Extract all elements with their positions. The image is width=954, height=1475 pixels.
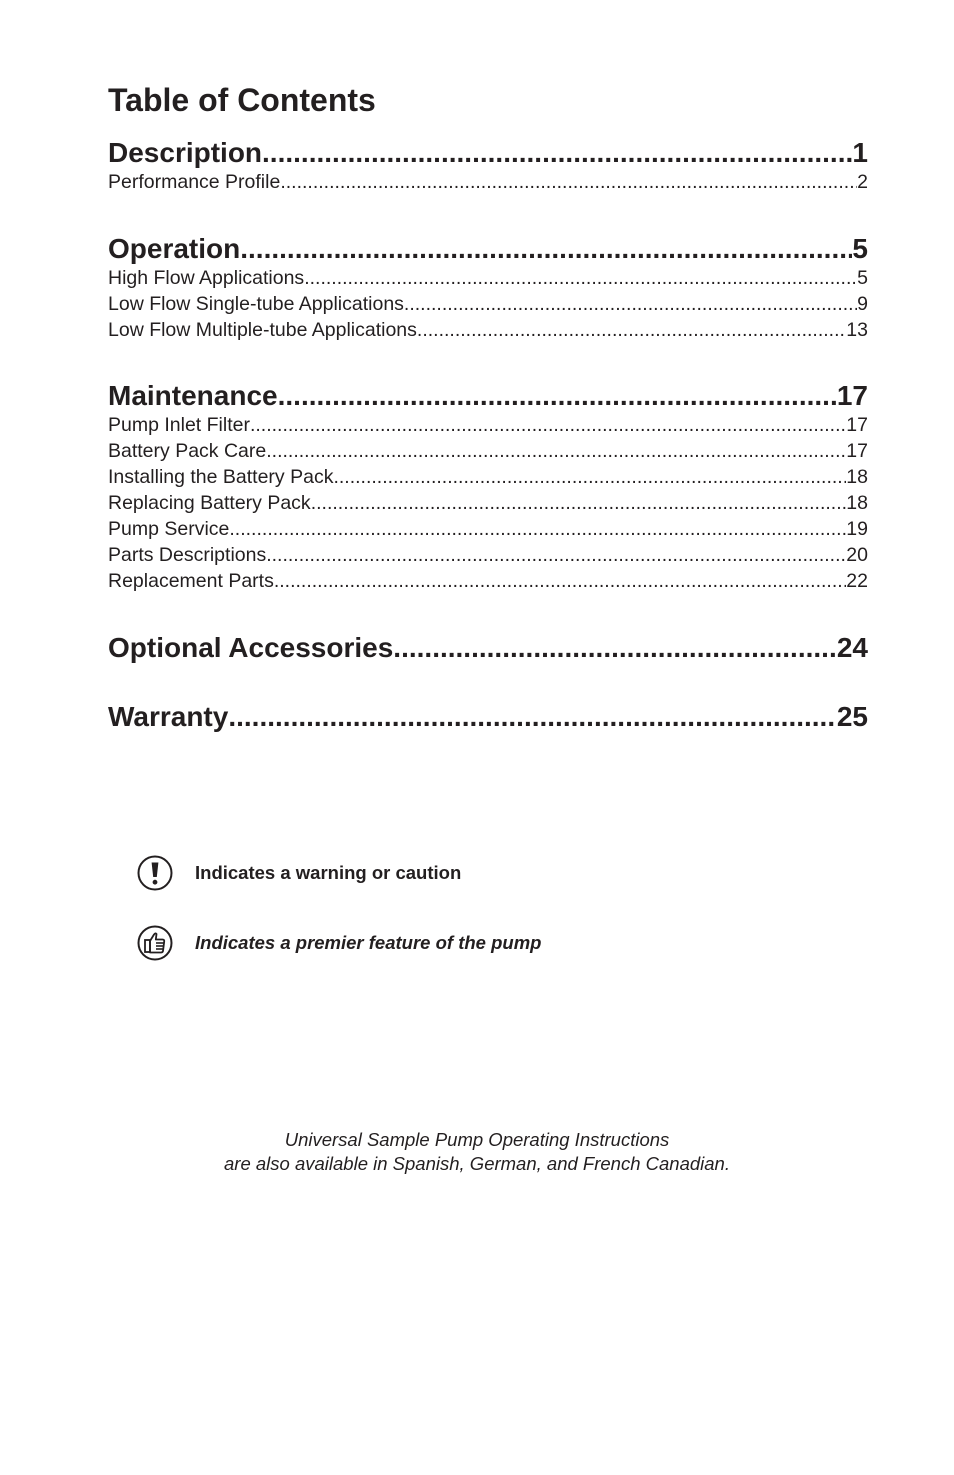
toc-entry-label: Optional Accessories xyxy=(108,632,394,663)
toc-entry-page: 25 xyxy=(836,701,868,732)
toc-entry-label: Maintenance xyxy=(108,380,278,411)
toc-entry-optional-accessories[interactable] xyxy=(108,632,868,664)
toc-entry-low-flow-multiple-tube[interactable] xyxy=(108,317,868,343)
toc-entry-label: Installing the Battery Pack xyxy=(108,466,334,488)
toc-entry-page: 17 xyxy=(836,380,868,411)
toc-title: Table of Contents xyxy=(108,82,376,118)
toc-entry-page: 17 xyxy=(846,414,868,436)
dot-leader xyxy=(240,233,852,265)
toc-entry-page: 18 xyxy=(846,466,868,488)
toc-entry-page: 17 xyxy=(846,440,868,462)
toc-entry-low-flow-single-tube[interactable] xyxy=(108,291,868,317)
toc-section-description xyxy=(108,137,868,195)
toc-section-maintenance xyxy=(108,380,868,594)
toc-entry-label: Warranty xyxy=(108,701,229,732)
toc-entry-label: Low Flow Single-tube Applications xyxy=(108,293,404,315)
dot-leader xyxy=(262,137,852,169)
toc-entry-page: 20 xyxy=(846,544,868,566)
dot-leader xyxy=(250,412,846,438)
legend-premier-text: Indicates a premier feature of the pump xyxy=(195,932,542,953)
toc-entry-pump-inlet-filter[interactable] xyxy=(108,412,868,438)
dot-leader xyxy=(228,701,837,733)
toc-entry-page: 13 xyxy=(846,319,868,341)
dot-leader xyxy=(274,568,846,594)
toc-entry-page: 5 xyxy=(852,233,868,264)
toc-entry-high-flow-applications[interactable] xyxy=(108,265,868,291)
toc-entry-label: Operation xyxy=(108,233,241,264)
toc-entry-description[interactable] xyxy=(108,137,868,169)
dot-leader xyxy=(266,438,846,464)
toc-entry-replacement-parts[interactable] xyxy=(108,568,868,594)
toc-entry-label: Description xyxy=(108,137,263,168)
dot-leader xyxy=(280,169,857,195)
toc-entry-page: 24 xyxy=(836,632,868,663)
toc-entry-installing-battery-pack[interactable] xyxy=(108,464,868,490)
toc-entry-parts-descriptions[interactable] xyxy=(108,542,868,568)
toc-entry-label: Pump Inlet Filter xyxy=(108,414,250,436)
toc-section-optional-accessories xyxy=(108,632,868,664)
toc-entry-label: Battery Pack Care xyxy=(108,440,267,462)
dot-leader xyxy=(311,490,847,516)
toc-entry-label: Parts Descriptions xyxy=(108,544,267,566)
toc-entry-page: 5 xyxy=(857,267,868,289)
dot-leader xyxy=(333,464,846,490)
toc-entry-page: 18 xyxy=(846,492,868,514)
toc-entry-label: High Flow Applications xyxy=(108,267,305,289)
dot-leader xyxy=(393,632,837,664)
legend-warning xyxy=(137,855,461,891)
toc-entry-label: Replacing Battery Pack xyxy=(108,492,311,514)
toc-entry-battery-pack-care[interactable] xyxy=(108,438,868,464)
toc-entry-maintenance[interactable] xyxy=(108,380,868,412)
legend-warning-text: Indicates a warning or caution xyxy=(195,862,462,883)
legend-premier xyxy=(137,925,541,961)
toc-entry-page: 2 xyxy=(857,171,868,193)
toc-entry-performance-profile[interactable] xyxy=(108,169,868,195)
toc-entry-pump-service[interactable] xyxy=(108,516,868,542)
thumbs-up-circle-icon xyxy=(137,925,173,961)
dot-leader xyxy=(266,542,846,568)
footnote-line-2: are also available in Spanish, German, and French Canadian. xyxy=(224,1153,730,1174)
toc-entry-label: Low Flow Multiple-tube Applications xyxy=(108,319,417,341)
toc-entry-replacing-battery-pack[interactable] xyxy=(108,490,868,516)
toc-entry-warranty[interactable] xyxy=(108,701,868,733)
toc-entry-operation[interactable] xyxy=(108,233,868,265)
dot-leader xyxy=(417,317,846,343)
toc-entry-label: Replacement Parts xyxy=(108,570,274,592)
toc-entry-page: 19 xyxy=(846,518,868,540)
toc-entry-label: Performance Profile xyxy=(108,171,281,193)
toc-entry-page: 9 xyxy=(857,293,868,315)
toc-entry-label: Pump Service xyxy=(108,518,230,540)
footnote-line-1: Universal Sample Pump Operating Instructions xyxy=(284,1129,670,1150)
toc-entry-page: 22 xyxy=(846,570,868,592)
dot-leader xyxy=(404,291,857,317)
toc-section-warranty xyxy=(108,701,868,733)
dot-leader xyxy=(229,516,846,542)
dot-leader xyxy=(278,380,837,412)
toc-entry-page: 1 xyxy=(852,137,868,168)
toc-section-operation xyxy=(108,233,868,343)
exclamation-circle-icon xyxy=(137,855,173,891)
dot-leader xyxy=(304,265,857,291)
language-availability-note xyxy=(0,1128,954,1176)
